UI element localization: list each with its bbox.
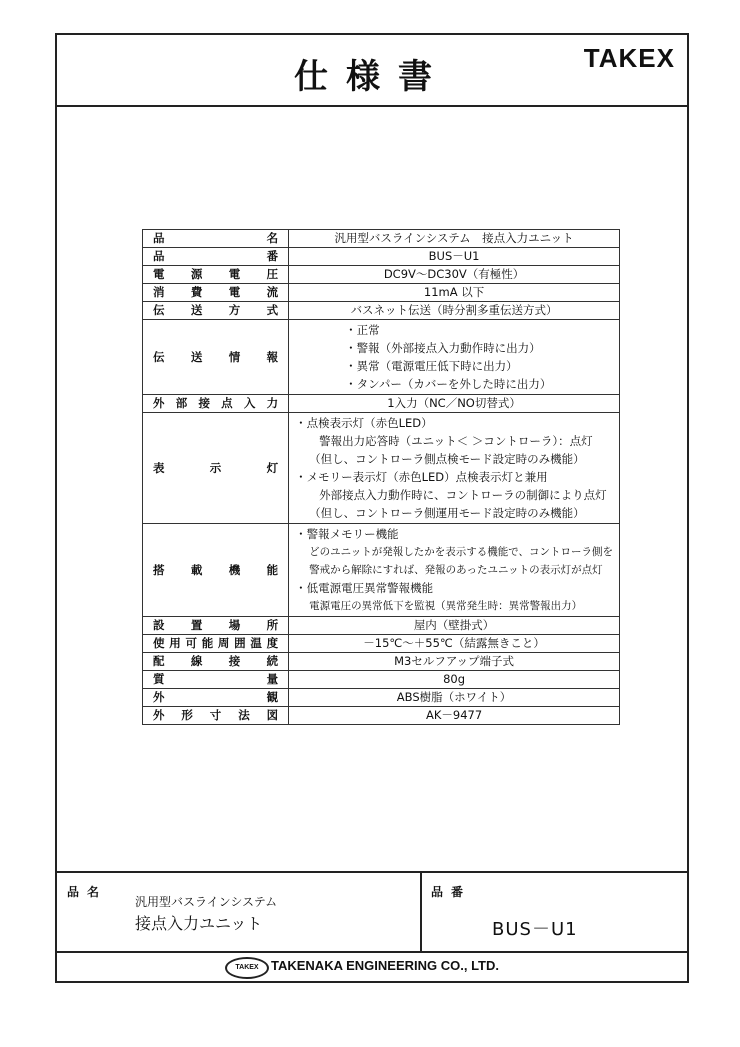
row-value (289, 413, 620, 524)
info-line: ・警報（外部接点入力動作時に出力） (345, 341, 541, 355)
table-row (143, 395, 620, 413)
info-line: ・異常（電源電圧低下時に出力） (345, 359, 518, 373)
function-line: ・低電源電圧異常警報機能 (295, 581, 434, 595)
row-label: 電源電圧 (143, 266, 289, 284)
table-row (143, 635, 620, 653)
company-name: TAKENAKA ENGINEERING CO., LTD. (271, 958, 499, 973)
title-block-divider (420, 873, 422, 951)
table-row-functions (143, 524, 620, 617)
indicator-line: （但し、コントローラ側運用モード設定時のみ機能） (309, 506, 585, 520)
indicator-line: 外部接点入力動作時に、コントローラの制御により点灯 (319, 488, 607, 502)
company-bar (57, 949, 687, 983)
spec-table (142, 229, 620, 725)
product-number: BUS－U1 (492, 919, 578, 940)
document-title: 仕様書 (294, 57, 450, 97)
table-row (143, 266, 620, 284)
function-line: 警戒から解除にすれば、発報のあったユニットの表示灯が点灯 (309, 564, 603, 576)
row-value: バスネット伝送（時分割多重伝送方式） (289, 302, 620, 320)
row-value: －15℃～＋55℃（結露無きこと） (289, 635, 620, 653)
row-label: 外形寸法図 (143, 707, 289, 725)
spec-sheet-frame (55, 33, 689, 983)
table-row (143, 653, 620, 671)
table-row-transmission-info (143, 320, 620, 395)
row-value: 11mA 以下 (289, 284, 620, 302)
table-row (143, 671, 620, 689)
row-label: 品番 (143, 248, 289, 266)
row-label: 品名 (143, 230, 289, 248)
info-line: ・正常 (345, 323, 380, 337)
row-label: 配線接続 (143, 653, 289, 671)
product-name: 接点入力ユニット (135, 914, 263, 933)
function-line: 電源電圧の異常低下を監視（異常発生時：異常警報出力） (309, 600, 583, 612)
brand-logo: TAKEX (583, 43, 675, 73)
row-value: ABS樹脂（ホワイト） (289, 689, 620, 707)
table-row (143, 302, 620, 320)
row-label: 伝送情報 (143, 320, 289, 395)
row-value (289, 524, 620, 617)
product-name-label: 品名 (67, 885, 108, 899)
table-row (143, 707, 620, 725)
row-label: 使用可能周囲温度 (143, 635, 289, 653)
row-value: 汎用型バスラインシステム 接点入力ユニット (289, 230, 620, 248)
function-line: どのユニットが発報したかを表示する機能で、コントローラ側を (309, 546, 613, 558)
row-value: BUS－U1 (289, 248, 620, 266)
row-label: 外観 (143, 689, 289, 707)
table-row-indicator (143, 413, 620, 524)
row-value: 80g (289, 671, 620, 689)
row-value (289, 320, 620, 395)
row-value: 1入力（NC／NO切替式） (289, 395, 620, 413)
product-series: 汎用型バスラインシステム (135, 895, 278, 909)
title-block (57, 871, 687, 953)
function-line: ・警報メモリー機能 (295, 527, 399, 541)
row-label: 表示灯 (143, 413, 289, 524)
table-row (143, 689, 620, 707)
indicator-line: （但し、コントローラ側点検モード設定時のみ機能） (309, 452, 585, 466)
info-line: ・タンパー（カバーを外した時に出力） (345, 377, 552, 391)
product-number-label: 品番 (431, 885, 472, 899)
row-label: 質量 (143, 671, 289, 689)
company-logo-icon: TAKEX (225, 957, 269, 979)
row-label: 伝送方式 (143, 302, 289, 320)
row-label: 設置場所 (143, 617, 289, 635)
row-label: 外部接点入力 (143, 395, 289, 413)
row-value: M3セルフアップ端子式 (289, 653, 620, 671)
row-value: AK－9477 (289, 707, 620, 725)
header (57, 35, 687, 107)
row-label: 消費電流 (143, 284, 289, 302)
indicator-line: ・点検表示灯（赤色LED） (295, 416, 433, 430)
row-value: 屋内（壁掛式） (289, 617, 620, 635)
indicator-line: ・メモリー表示灯（赤色LED）点検表示灯と兼用 (295, 470, 548, 484)
row-label: 搭載機能 (143, 524, 289, 617)
table-row (143, 248, 620, 266)
indicator-line: 警報出力応答時（ユニット＜ ＞コントローラ）：点灯 (319, 434, 593, 448)
row-value: DC9V～DC30V（有極性） (289, 266, 620, 284)
table-row (143, 617, 620, 635)
table-row (143, 230, 620, 248)
table-row (143, 284, 620, 302)
